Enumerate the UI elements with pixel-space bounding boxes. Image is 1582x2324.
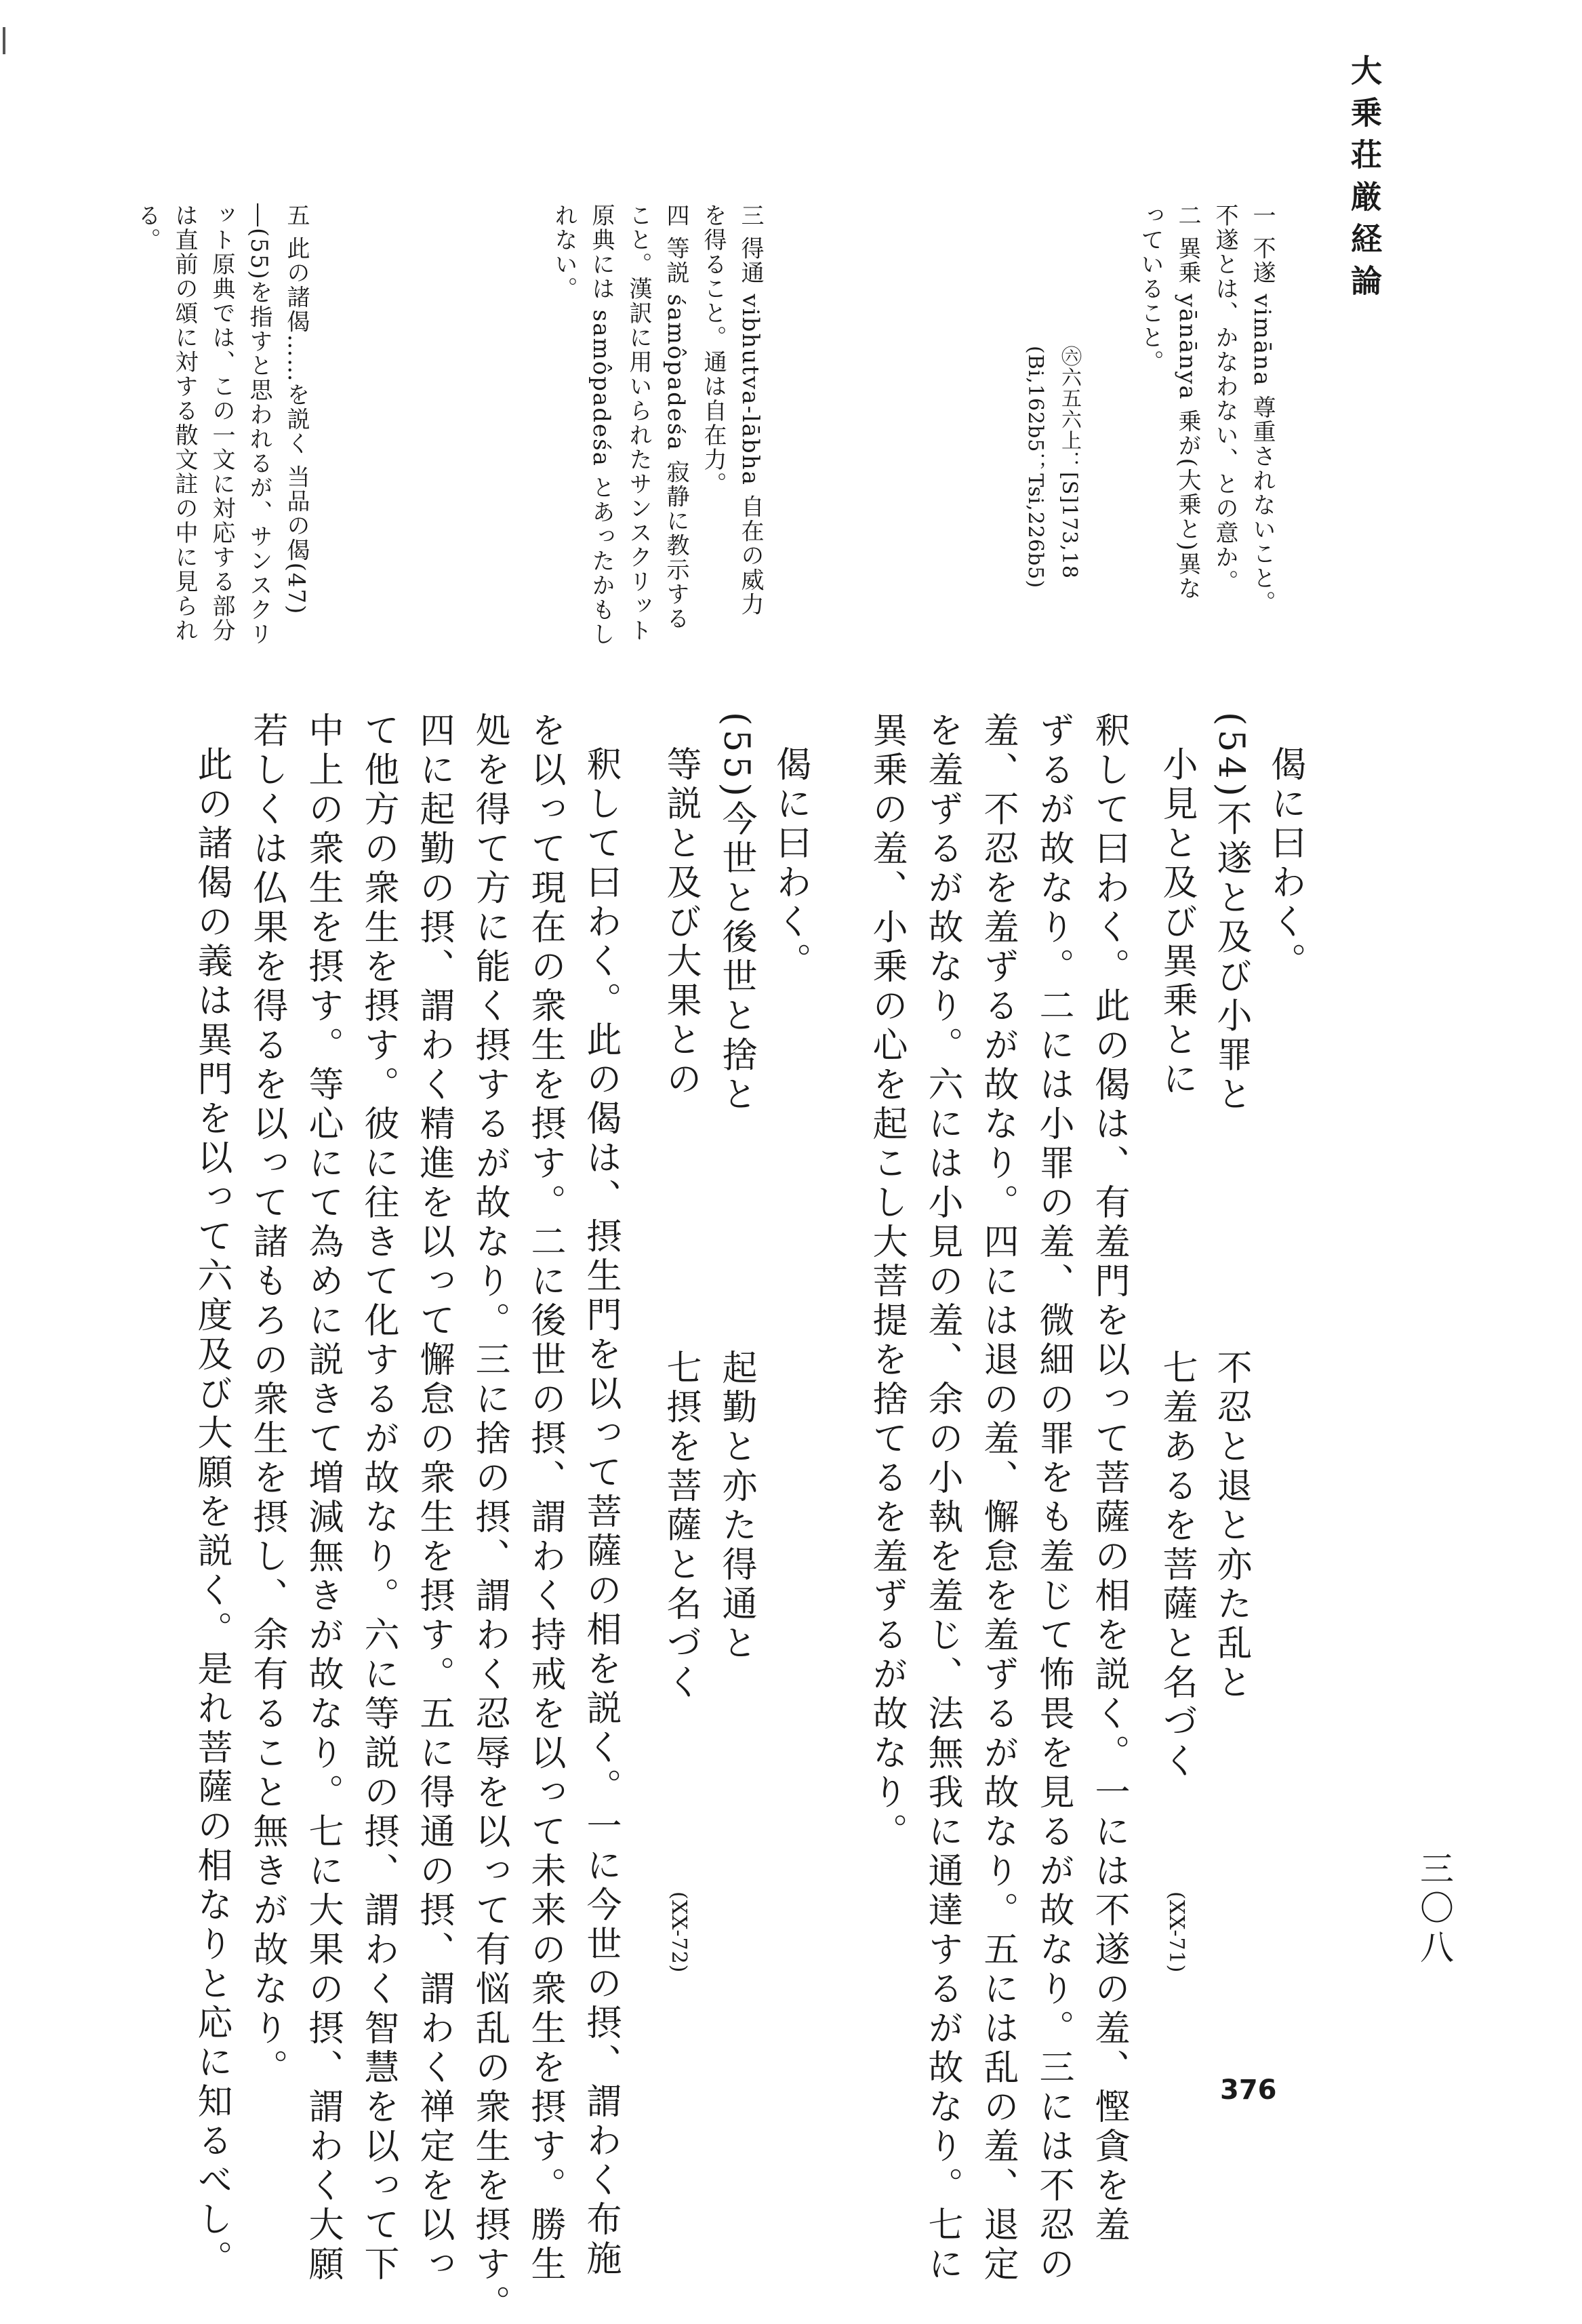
text-line: 若しくは仏果を得るを以って諸もろの衆生を摂し、余有ること無きが故なり。 (247, 712, 287, 2088)
text-line: 釈して曰わく。此の偈は、摂生門を以って菩薩の相を説く。一に今世の摂、謂わく布施 (580, 746, 621, 2279)
text-line: ずるが故なり。二には小罪の羞、微細の罪をも羞じて怖畏を見るが故なり。三には不忍の (1033, 712, 1074, 2285)
text-line: て他方の衆生を摂す。彼に往きて化するが故なり。六に等説の摂、謂わく智慧を以って下 (358, 712, 399, 2285)
running-title: 大乗荘厳経論 (1346, 54, 1383, 306)
verse-line: (54)不遂と及び小罪と (1211, 712, 1251, 1115)
footnote-line: こと。漢訳に用いられたサンスクリット (625, 203, 652, 643)
verse-line: 等説と及び大果との (660, 746, 701, 1100)
source-reference: ㊅六五六上：[S]173,18 (1057, 346, 1081, 579)
page-number-kanji: 三〇八 (1415, 1851, 1454, 1969)
verse-line: 七羞あるを菩薩と名づく (1156, 1349, 1197, 1782)
text-line: 此の諸偈の義は異門を以って六度及び大願を説く。是れ菩薩の相なりと応に知るべし。 (191, 746, 232, 2279)
footnote-line: ―(55)を指すと思われるが、サンスクリ (245, 203, 272, 647)
footnote-line: れない。 (550, 203, 577, 301)
footnote-line: 五 此の諸偈……を説く 当品の偈(47) (283, 203, 310, 616)
footnote-line: 不遂とは、かなわない、との意か。 (1211, 203, 1238, 594)
footnote-line: る。 (134, 203, 161, 252)
verse-line: (55)今世と後世と捨と (716, 712, 756, 1115)
margin-mark (3, 27, 5, 54)
text-line: 処を得て方に能く摂するが故なり。三に捨の摂、謂わく忍辱を以って有悩乱の衆生を摂す。 (469, 712, 510, 2324)
verse-line: 不忍と退と亦た乱と (1211, 1349, 1251, 1703)
verse-reference: (XX-71) (1164, 1891, 1188, 1974)
footnote-line: 四 等説 śamôpadeśa 寂静に教示する (662, 203, 689, 631)
footnote-line: を得ること。通は自在力。 (699, 203, 727, 496)
text-line: を以って現在の衆生を摂す。二に後世の摂、謂わく持戒を以って未来の衆生を摂す。勝生 (525, 712, 565, 2285)
footnote-line: 原典には samôpadeśa とあったかもし (588, 203, 615, 647)
text-line: 釈して曰わく。此の偈は、有羞門を以って菩薩の相を説く。一には不遂の羞、慳貪を羞 (1089, 712, 1129, 2245)
page-number: 376 (1220, 2075, 1277, 2106)
footnote-line: ット原典では、この一文に対応する部分 (208, 203, 235, 643)
verse-line: 小見と及び異乗とに (1156, 746, 1197, 1100)
text-line: 異乗の羞、小乗の心を起こし大菩提を捨てるを羞ずるが故なり。 (866, 712, 907, 1852)
footnote-line: 一 不遂 vimāna 尊重されないこと。 (1249, 203, 1276, 616)
verse-line: 起勤と亦た得通と (716, 1349, 756, 1664)
footnote-line: っていること。 (1137, 203, 1164, 374)
footnote-line: 二 異乗 yānānya 乗が(大乗と)異な (1174, 203, 1201, 601)
text-line: 中上の衆生を摂す。等心にて為めに説きて増減無きが故なり。七に大果の摂、謂わく大願 (302, 712, 343, 2285)
footnote-line: は直前の頌に対する散文註の中に見られ (171, 203, 198, 643)
text-line: を羞ずるが故なり。六には小見の羞、余の小執を羞じ、法無我に通達するが故なり。七に (922, 712, 962, 2285)
verse-line: 七摂を菩薩と名づく (660, 1349, 701, 1703)
footnote-line: 三 得通 vibhutva-lābha 自在の威力 (737, 203, 764, 617)
verse-reference: (XX-72) (667, 1891, 691, 1974)
text-line: 四に起勤の摂、謂わく精進を以って懈怠の衆生を摂す。五に得通の摂、謂わく禅定を以っ (413, 712, 454, 2285)
text-line: 偈に曰わく。 (1265, 746, 1305, 982)
source-reference: (Bi,162b5；Tsi,226b5) (1023, 346, 1047, 589)
text-line: 羞、不忍を羞ずるが故なり。四には退の羞、懈怠を羞ずるが故なり。五には乱の羞、退定 (977, 712, 1018, 2285)
text-line: 偈に曰わく。 (770, 746, 811, 982)
